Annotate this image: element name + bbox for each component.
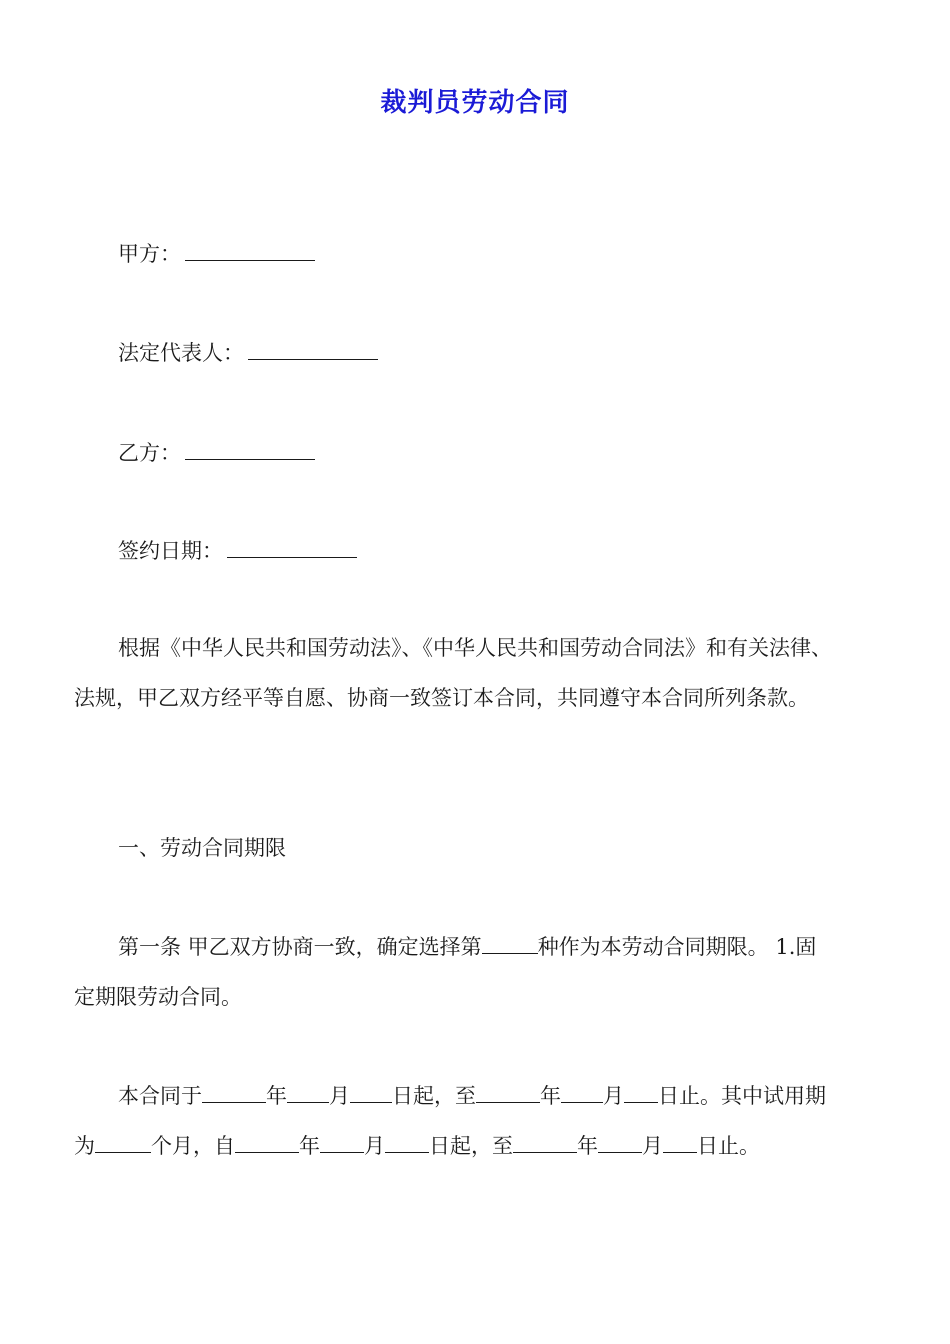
article-1-blank [482,931,538,954]
probation-months-blank [95,1130,151,1153]
term-text: 日止。其中试用期 [658,1084,826,1108]
year-blank [513,1130,577,1153]
term-text: 年 [540,1084,561,1108]
intro-line-2: 法规，甲乙双方经平等自愿、协商一致签订本合同，共同遵守本合同所列条款。 [74,686,809,710]
party-b-blank [185,437,315,460]
term-text: 日起，至 [429,1134,513,1158]
year-blank [202,1080,266,1103]
article-1-line-2: 定期限劳动合同。 [74,985,242,1009]
term-text: 个月，自 [151,1134,235,1158]
month-blank [598,1130,642,1153]
year-blank [235,1130,299,1153]
legal-rep-label: 法定代表人： [118,341,244,365]
sign-date-label: 签约日期： [118,539,223,563]
day-blank [350,1080,392,1103]
intro-line-1: 根据《中华人民共和国劳动法》、《中华人民共和国劳动合同法》和有关法律、 [118,636,832,660]
term-text: 日止。 [697,1134,760,1158]
article-1-line-1 [74,922,884,972]
intro-paragraph [74,623,884,723]
party-a-field [118,238,315,269]
month-blank [320,1130,364,1153]
term-text: 日起，至 [392,1084,476,1108]
legal-rep-field [118,337,378,368]
term-text: 月 [603,1084,624,1108]
sign-date-blank [227,535,357,558]
term-text: 年 [299,1134,320,1158]
section-1-heading: 一、劳动合同期限 [118,836,286,860]
party-b-label: 乙方： [118,441,181,465]
article-1-text-b: 种作为本劳动合同期限。 1.固 [537,935,817,959]
legal-rep-blank [248,337,378,360]
term-line-2 [74,1121,884,1171]
article-1-paragraph [74,922,884,1022]
day-blank [624,1080,658,1103]
party-b-field [118,437,315,468]
year-blank [476,1080,540,1103]
term-text: 为 [74,1134,95,1158]
term-text: 月 [364,1134,385,1158]
party-a-label: 甲方： [118,242,181,266]
month-blank [287,1080,329,1103]
sign-date-field [118,535,357,566]
term-paragraph [74,1071,884,1171]
term-text: 月 [329,1084,350,1108]
day-blank [663,1130,697,1153]
party-a-blank [185,238,315,261]
term-text: 年 [266,1084,287,1108]
day-blank [385,1130,429,1153]
term-text: 年 [577,1134,598,1158]
term-line-1 [74,1071,884,1121]
article-1-text-a: 第一条 甲乙双方协商一致，确定选择第 [118,935,482,959]
term-text: 本合同于 [118,1084,202,1108]
document-title: 裁判员劳动合同 [380,88,570,118]
term-text: 月 [642,1134,663,1158]
month-blank [561,1080,603,1103]
